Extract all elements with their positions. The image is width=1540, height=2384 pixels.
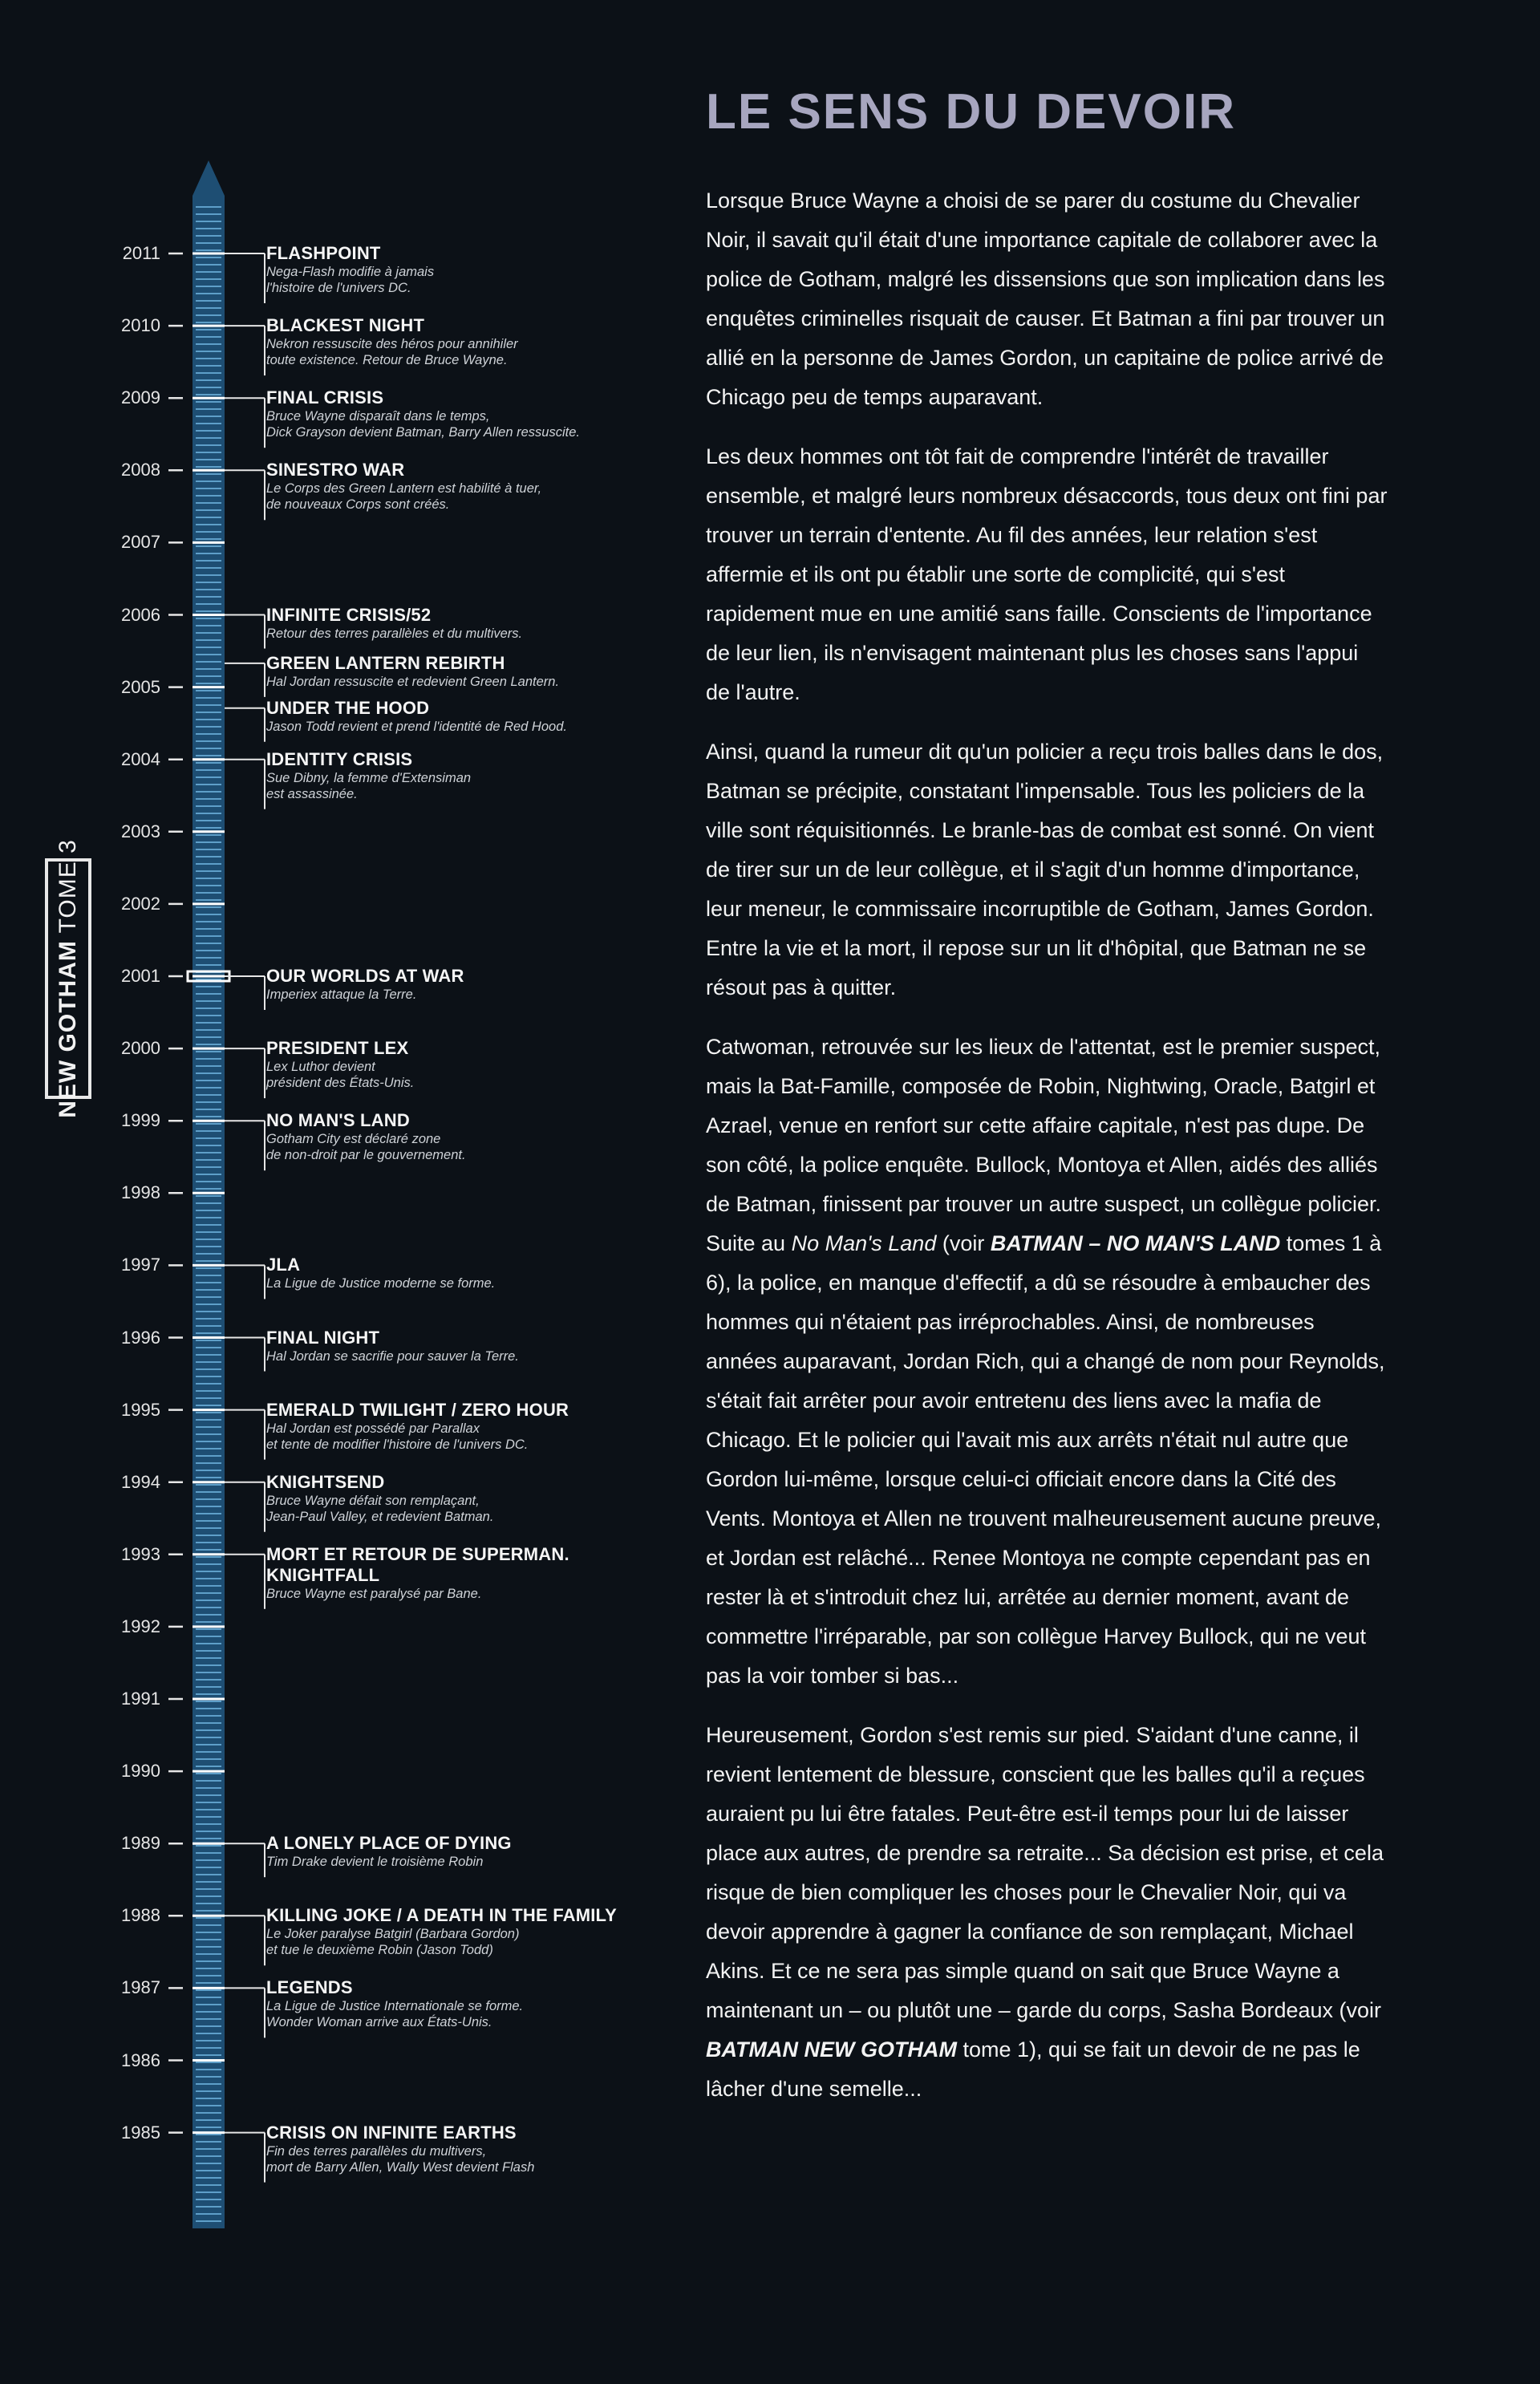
event-title: EMERALD TWILIGHT / ZERO HOUR — [266, 1399, 569, 1420]
timeline-event — [266, 243, 603, 296]
event-description: Hal Jordan ressuscite et redevient Green Lantern. — [266, 674, 560, 689]
event-description: Bruce Wayne disparaît dans le temps, Dick Grayson devient Batman, Barry Allen ressuscite. — [266, 409, 580, 440]
timeline-event — [266, 1544, 603, 1602]
emphasized-title: BATMAN NEW GOTHAM — [706, 2037, 957, 2062]
event-title: A LONELY PLACE OF DYING — [266, 1833, 512, 1854]
event-description: Imperiex attaque la Terre. — [266, 987, 417, 1002]
timeline-event — [266, 1038, 603, 1091]
article-paragraph — [706, 1028, 1388, 1696]
event-title: MORT ET RETOUR DE SUPERMAN. KNIGHTFALL — [266, 1543, 569, 1585]
timeline-event — [266, 1905, 618, 1958]
year-label: 1999 — [121, 1110, 160, 1131]
event-description: Hal Jordan est possédé par Parallax et tente de modifier l'histoire de l'univers DC. — [266, 1421, 529, 1452]
year-label: 2007 — [121, 532, 160, 553]
event-title: JLA — [266, 1255, 301, 1275]
year-label: 1991 — [121, 1689, 160, 1709]
text-run: Ainsi, quand la rumeur dit qu'un policier a reçu trois balles dans le dos, Batman se précipite, constatant l'impensable. Tous les policiers de la ville sont réquisitionnés. Le branle-bas de combat est sonné. On vient de tirer sur un de leur collègue, et il s'agit d'un homme d'importance, leur meneur, le commissaire incorruptible de Gotham, James Gordon. Entre la vie et la mort, il repose sur un lit d'hôpital, que Batman ne se résout pas à quitter. — [706, 740, 1384, 999]
event-description: Le Corps des Green Lantern est habilité à tuer, de nouveaux Corps sont créés. — [266, 481, 542, 513]
year-label: 2008 — [121, 460, 160, 480]
timeline-event — [266, 1328, 603, 1364]
text-run: tome 1), qui se fait un devoir de ne pas le lâcher d'une semelle... — [706, 2037, 1360, 2101]
event-description: Nekron ressuscite des héros pour annihiler toute existence. Retour de Bruce Wayne. — [266, 337, 518, 368]
year-label: 1992 — [121, 1616, 160, 1636]
article-body — [706, 181, 1388, 2129]
timeline-event — [266, 1110, 603, 1163]
text-run: Catwoman, retrouvée sur les lieux de l'attentat, est le premier suspect, mais la Bat-Famille, composée de Robin, Nightwing, Oracle, Batgirl et Azrael, venue en renfort sur cette affaire capitale, n'est pas dupe. De son côté, la police enquête. Bullock, Montoya et Allen, aidés des alliés de Batman, finissent par trouver un autre suspect, un collègue policier. Suite au — [706, 1035, 1381, 1255]
year-label: 2002 — [121, 893, 160, 914]
year-label: 2010 — [121, 315, 160, 336]
text-run: (voir — [936, 1231, 991, 1255]
event-title: PRESIDENT LEX — [266, 1038, 409, 1059]
event-description: Le Joker paralyse Batgirl (Barbara Gordon) et tue le deuxième Robin (Jason Todd) — [266, 1927, 520, 1958]
timeline-event — [266, 749, 603, 802]
event-title: INFINITE CRISIS/52 — [266, 604, 432, 625]
event-description: Nega-Flash modifie à jamais l'histoire de l'univers DC. — [266, 265, 435, 295]
event-title: GREEN LANTERN REBIRTH — [266, 652, 505, 673]
emphasized-title: No Man's Land — [791, 1231, 937, 1255]
series-volume: TOME 3 — [55, 839, 82, 934]
event-title: IDENTITY CRISIS — [266, 748, 413, 769]
timeline-event — [266, 653, 603, 690]
event-title: FINAL NIGHT — [266, 1327, 380, 1348]
year-label: 2009 — [121, 387, 160, 408]
year-label: 2006 — [121, 604, 160, 625]
year-label: 2001 — [121, 966, 160, 986]
event-title: UNDER THE HOOD — [266, 697, 430, 718]
event-description: La Ligue de Justice moderne se forme. — [266, 1276, 496, 1291]
event-title: KILLING JOKE / A DEATH IN THE FAMILY — [266, 1905, 618, 1926]
year-label: 1998 — [121, 1182, 160, 1203]
event-title: FINAL CRISIS — [266, 387, 384, 408]
timeline-event — [266, 605, 603, 642]
event-title: OUR WORLDS AT WAR — [266, 966, 464, 986]
event-title: KNIGHTSEND — [266, 1471, 385, 1492]
event-description: Bruce Wayne est paralysé par Bane. — [266, 1586, 482, 1601]
year-label: 1997 — [121, 1255, 160, 1275]
event-title: BLACKEST NIGHT — [266, 315, 425, 336]
timeline-event — [266, 460, 603, 513]
timeline — [0, 0, 690, 2384]
article-paragraph — [706, 181, 1388, 417]
year-label: 1986 — [121, 2050, 160, 2070]
event-description: Hal Jordan se sacrifie pour sauver la Terre. — [266, 1348, 519, 1364]
year-label: 1990 — [121, 1761, 160, 1782]
year-label: 1993 — [121, 1543, 160, 1564]
text-run: Lorsque Bruce Wayne a choisi de se parer du costume du Chevalier Noir, il savait qu'il était d'une importance capitale de collaborer avec la police de Gotham, malgré les dissensions que son implication dans les enquêtes criminelles risquait de causer. Et Batman a fini par trouver un allié en la personne de James Gordon, un capitaine de police arrivé de Chicago peu de temps auparavant. — [706, 189, 1385, 409]
event-description: Retour des terres parallèles et du multivers. — [266, 626, 523, 641]
text-run: Les deux hommes ont tôt fait de comprendre l'intérêt de travailler ensemble, et malgré leurs nombreux désaccords, tous deux ont fini par trouver un terrain d'entente. Au fil des années, leur relation s'est affermie et ils ont pu établir une sorte de complicité, qui s'est rapidement mue en une amitié sans faille. Conscients de l'importance de leur lien, ils n'envisagent maintenant plus les choses sans l'appui de l'autre. — [706, 444, 1388, 704]
timeline-event — [266, 698, 603, 735]
article-paragraph — [706, 1716, 1388, 2109]
year-label: 1988 — [121, 1905, 160, 1926]
event-description: Tim Drake devient le troisième Robin — [266, 1855, 484, 1870]
year-label: 1985 — [121, 2122, 160, 2143]
series-side-label — [45, 839, 91, 1118]
year-label: 2011 — [122, 243, 160, 263]
timeline-event — [266, 315, 603, 368]
event-title: LEGENDS — [266, 1977, 353, 1998]
event-title: NO MAN'S LAND — [266, 1110, 410, 1131]
year-label: 2004 — [121, 748, 160, 769]
event-description: Sue Dibny, la femme d'Extensiman est assassinée. — [266, 770, 472, 801]
text-run: Heureusement, Gordon s'est remis sur pied. S'aidant d'une canne, il revient lentement de blessure, conscient que les balles qu'il a reçues auraient pu lui être fatales. Peut-être est-il temps pour lui de laisser place aux autres, de prendre sa retraite... Sa décision est prise, et cela risque de bien compliquer les choses pour le Chevalier Noir, qui va devoir apprendre à gagner la confiance de son remplaçant, Michael Akins. Et ce ne sera pas simple quand on sait que Bruce Wayne a maintenant un – ou plutôt une – garde du corps, Sasha Bordeaux (voir — [706, 1723, 1384, 2022]
year-label: 1995 — [121, 1399, 160, 1420]
text-run: tomes 1 à 6), la police, en manque d'effectif, a dû se résoudre à embaucher des hommes qui n'étaient pas irréprochables. Ainsi, de nombreuses années auparavant, Jordan Rich, qui a changé de nom pour Reynolds, s'était fait arrêter pour avoir entretenu des liens avec la mafia de Chicago. Et le policier qui l'avait mis aux arrêts n'était nul autre que Gordon lui-même, lorsque celui-ci officiait encore dans la Cité des Vents. Montoya et Allen ne trouvent malheureusement aucune preuve, et Jordan est relâché... Renee Montoya ne compte cependant pas en rester là et s'introduit chez lui, arrêtée au dernier moment, avant de commettre l'irréparable, par son collègue Harvey Bullock, qui ne veut pas la voir tomber si bas... — [706, 1231, 1385, 1688]
timeline-event — [266, 387, 603, 440]
timeline-event — [266, 2122, 603, 2175]
year-label: 1994 — [121, 1471, 160, 1492]
year-label: 2005 — [121, 676, 160, 697]
timeline-event — [266, 1255, 603, 1291]
year-label: 2000 — [121, 1038, 160, 1059]
event-title: CRISIS ON INFINITE EARTHS — [266, 2122, 517, 2143]
timeline-event — [266, 1977, 603, 2030]
event-description: Fin des terres parallèles du multivers, mort de Barry Allen, Wally West devient Flash — [266, 2143, 535, 2175]
series-name: NEW GOTHAM — [55, 940, 82, 1118]
timeline-event — [266, 1472, 603, 1525]
article-title: LE SENS DU DEVOIR — [706, 84, 1236, 140]
event-description: Bruce Wayne défait son remplaçant, Jean-Paul Valley, et redevient Batman. — [266, 1493, 494, 1524]
article-paragraph — [706, 437, 1388, 712]
year-label: 1989 — [121, 1833, 160, 1854]
year-label: 1996 — [121, 1327, 160, 1348]
year-label: 1987 — [121, 1977, 160, 1998]
timeline-event — [266, 966, 603, 1003]
timeline-event — [266, 1833, 603, 1870]
year-label: 2003 — [121, 821, 160, 841]
event-description: Gotham City est déclaré zone de non-droit par le gouvernement. — [266, 1132, 466, 1163]
emphasized-title: BATMAN – NO MAN'S LAND — [990, 1231, 1281, 1255]
event-title: SINESTRO WAR — [266, 460, 405, 480]
article-paragraph — [706, 732, 1388, 1008]
event-description: Jason Todd revient et prend l'identité de Red Hood. — [266, 719, 567, 734]
timeline-event — [266, 1400, 603, 1453]
event-description: La Ligue de Justice Internationale se forme. Wonder Woman arrive aux États-Unis. — [266, 1999, 524, 2030]
event-title: FLASHPOINT — [266, 243, 381, 263]
event-description: Lex Luthor devient président des États-Unis. — [266, 1060, 415, 1091]
